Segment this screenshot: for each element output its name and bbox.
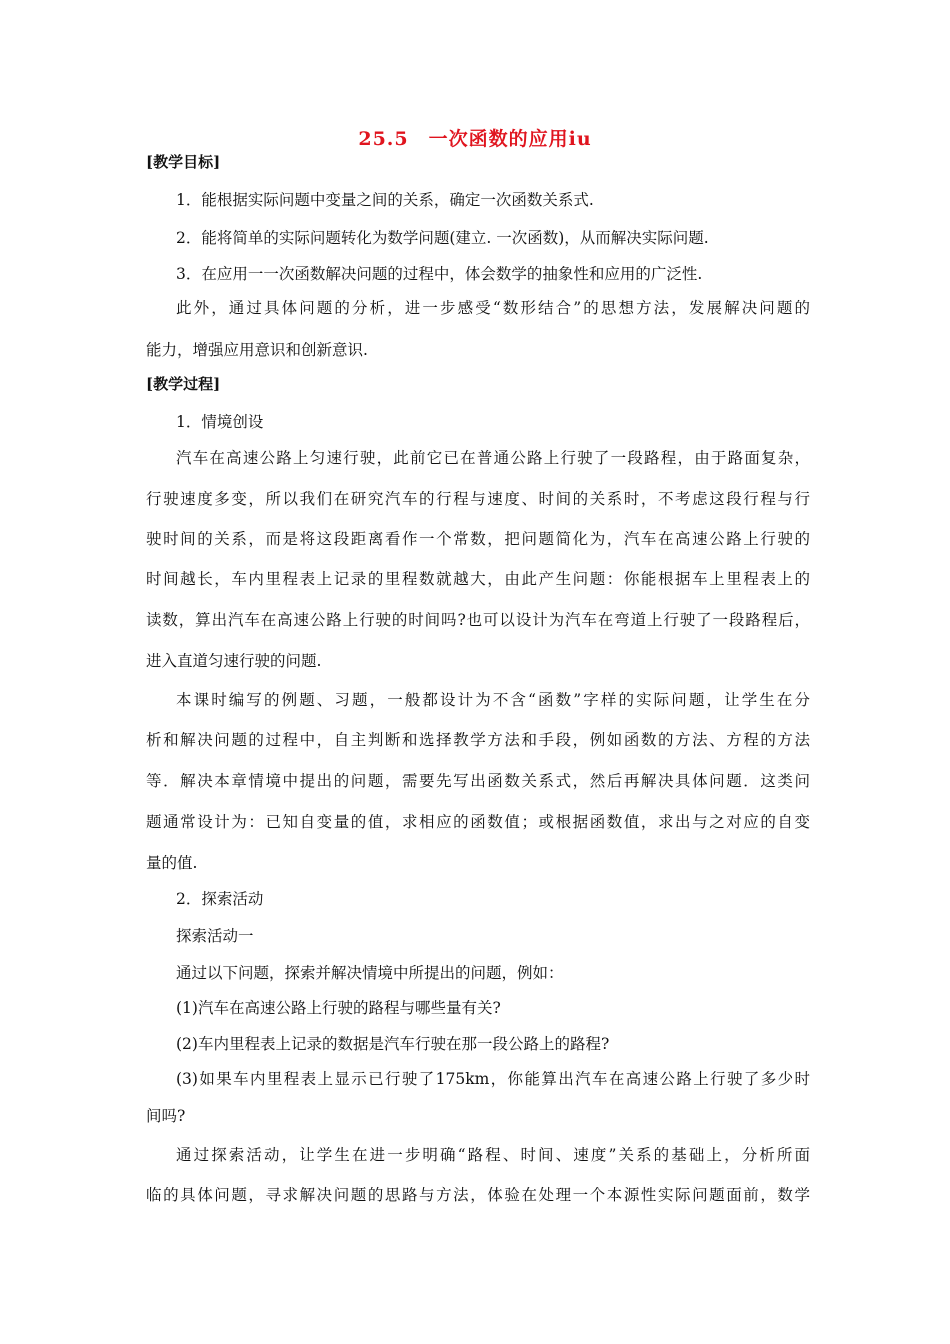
question-1: (1)汽车在高速公路上行驶的路程与哪些量有关? — [176, 999, 501, 1017]
question-3-line-1: (3)如果车内里程表上显示已行驶了175km，你能算出汽车在高速公路上行驶了多少时 — [176, 1070, 810, 1088]
paragraph-3-line-1: 通过探索活动，让学生在进一步明确“路程、时间、速度”关系的基础上，分析所面 — [176, 1146, 810, 1164]
paragraph-1-line-4: 时间越长，车内里程表上记录的里程数就越大，由此产生问题：你能根据车上里程表上的 — [146, 570, 810, 588]
heading-objectives: [教学目标] — [146, 153, 221, 171]
section-1-title: 1．情境创设 — [176, 413, 264, 431]
question-2: (2)车内里程表上记录的数据是汽车行驶在那一段公路上的路程? — [176, 1035, 610, 1053]
paragraph-2-line-4: 题通常设计为：已知自变量的值，求相应的函数值；或根据函数值，求出与之对应的自变 — [146, 813, 810, 831]
paragraph-2-line-5: 量的值. — [146, 854, 198, 872]
question-3-line-2: 间吗? — [146, 1107, 186, 1125]
paragraph-1-line-2: 行驶速度多变，所以我们在研究汽车的行程与速度、时间的关系时，不考虑这段行程与行 — [146, 490, 810, 508]
paragraph-2-line-3: 等．解决本章情境中提出的问题，需要先写出函数关系式，然后再解决具体问题．这类问 — [146, 772, 810, 790]
objective-item-2: 2．能将简单的实际问题转化为数学问题(建立. 一次函数)，从而解决实际问题. — [176, 229, 709, 247]
paragraph-3-line-2: 临的具体问题，寻求解决问题的思路与方法，体验在处理一个本源性实际问题面前，数学 — [146, 1186, 810, 1204]
paragraph-1-line-5: 读数，算出汽车在高速公路上行驶的时间吗?也可以设计为汽车在弯道上行驶了一段路程后， — [146, 611, 810, 629]
paragraph-2-line-2: 析和解决问题的过程中，自主判断和选择教学方法和手段，例如函数的方法、方程的方法 — [146, 731, 810, 749]
activity-1-title: 探索活动一 — [176, 927, 254, 945]
objective-extra-line-1: 此外，通过具体问题的分析，进一步感受“数形结合”的思想方法，发展解决问题的 — [176, 299, 810, 317]
heading-process: [教学过程] — [146, 375, 221, 393]
page-title: 25.5 一次函数的应用iu — [358, 128, 592, 150]
paragraph-1-line-1: 汽车在高速公路上匀速行驶，此前它已在普通公路上行驶了一段路程，由于路面复杂， — [176, 449, 810, 467]
activity-intro: 通过以下问题，探索并解决情境中所提出的问题，例如： — [176, 964, 564, 982]
objective-item-3: 3．在应用一一次函数解决问题的过程中，体会数学的抽象性和应用的广泛性. — [176, 265, 703, 283]
paragraph-1-line-3: 驶时间的关系，而是将这段距离看作一个常数，把问题简化为，汽车在高速公路上行驶的 — [146, 530, 810, 548]
paragraph-2-line-1: 本课时编写的例题、习题，一般都设计为不含“函数”字样的实际问题，让学生在分 — [176, 691, 810, 709]
section-2-title: 2．探索活动 — [176, 890, 264, 908]
paragraph-1-line-6: 进入直道匀速行驶的问题. — [146, 652, 322, 670]
objective-item-1: 1．能根据实际问题中变量之间的关系，确定一次函数关系式. — [176, 191, 594, 209]
objective-extra-line-2: 能力，增强应用意识和创新意识. — [146, 341, 368, 359]
